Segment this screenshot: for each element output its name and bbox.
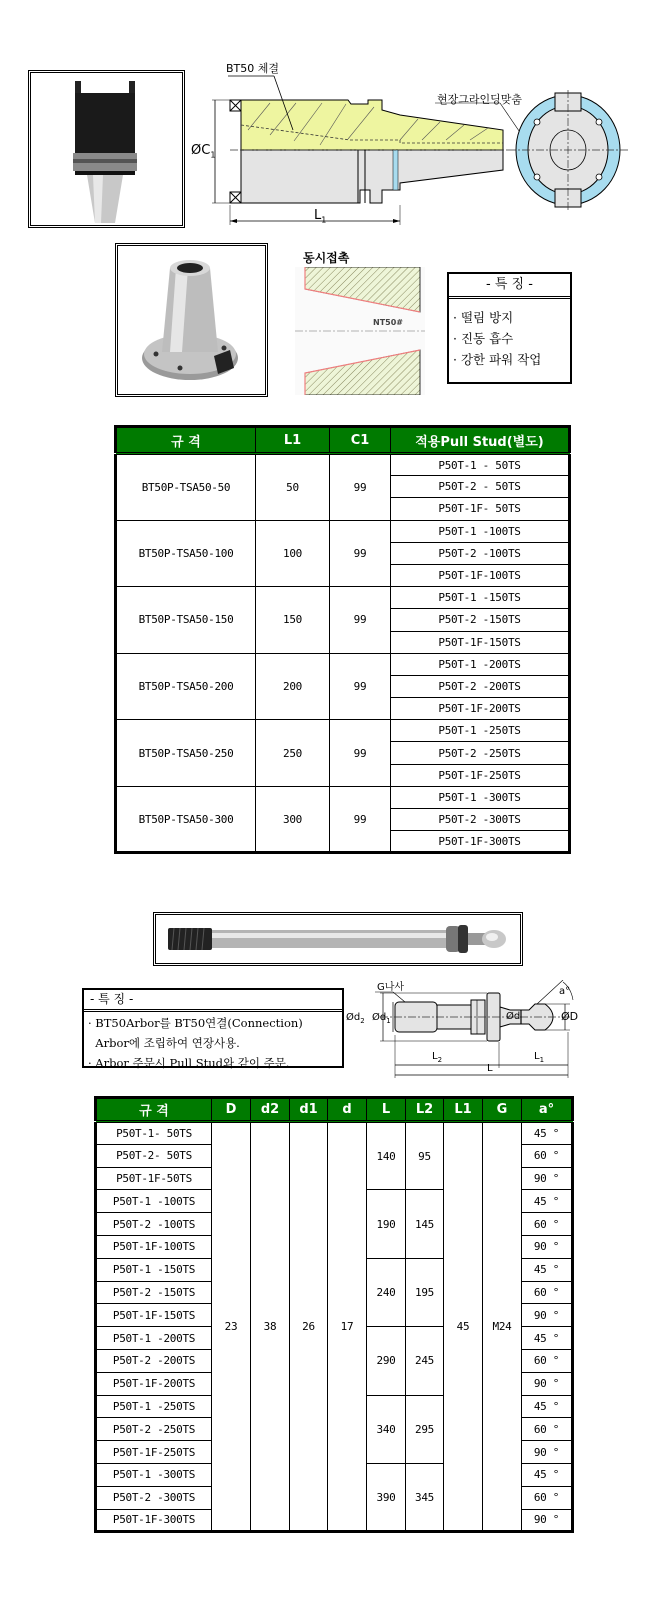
angle-cell: 90 ° [522, 1235, 573, 1258]
spec-cell: BT50P-TSA50-100 [116, 520, 256, 587]
col-header-spec: 규 격 [96, 1098, 212, 1122]
pull-stud-feature-item: Arbor에 조립하여 연장사용. [88, 1036, 240, 1050]
L-cell: 190 [367, 1190, 406, 1258]
angle-cell: 60 ° [522, 1486, 573, 1509]
spec-cell: P50T-2 -150TS [96, 1281, 212, 1304]
pull-stud-cell: P50T-1F- 50TS [391, 498, 570, 520]
angle-cell: 60 ° [522, 1418, 573, 1441]
d2-sub: 2 [360, 1017, 365, 1025]
feature-item: · 강한 파워 작업 [453, 352, 542, 367]
pull-stud-cell: P50T-1 -300TS [391, 786, 570, 808]
angle-cell: 45 ° [522, 1190, 573, 1213]
col-header-L2: L2 [406, 1098, 444, 1122]
pull-stud-cell: P50T-2 -300TS [391, 809, 570, 831]
spec-cell: P50T-2 -250TS [96, 1418, 212, 1441]
pull-stud-feature-item: · Arbor 주문시 Pull Stud와 같이 주문. [88, 1056, 290, 1070]
l1-cell: 100 [256, 520, 330, 587]
l1-sub: 1 [321, 215, 327, 225]
pull-stud-drawing [345, 980, 585, 1080]
pull-stud-cell: P50T-1 -150TS [391, 587, 570, 609]
L2-cell: 195 [406, 1258, 444, 1326]
table-row [116, 720, 570, 742]
angle-cell: 60 ° [522, 1144, 573, 1167]
table-row [116, 454, 570, 476]
features-title: - 특 징 - [449, 274, 570, 299]
table-header-row [96, 1098, 573, 1122]
pull-stud-spec-table [94, 1096, 574, 1533]
spec-cell: BT50P-TSA50-250 [116, 720, 256, 787]
angle-cell: 45 ° [522, 1395, 573, 1418]
c1-cell: 99 [330, 786, 391, 853]
table-row [116, 653, 570, 675]
col-header-d1: d1 [290, 1098, 328, 1122]
angle-cell: 45 ° [522, 1258, 573, 1281]
l-label: L [487, 1063, 493, 1074]
L-cell: 340 [367, 1395, 406, 1463]
c1-dimension-label [191, 143, 215, 160]
pull-stud-cell: P50T-1F-150TS [391, 631, 570, 653]
c1-text: ØC [191, 143, 211, 158]
spec-cell: P50T-1- 50TS [96, 1122, 212, 1145]
col-header-d: d [328, 1098, 367, 1122]
c1-cell: 99 [330, 454, 391, 521]
contact-drawing [295, 267, 425, 395]
angle-cell: 45 ° [522, 1122, 573, 1145]
spec-cell: P50T-1F-200TS [96, 1372, 212, 1395]
pull-stud-features-title: - 특 징 - [84, 990, 342, 1012]
pull-stud-cell: P50T-2 -200TS [391, 675, 570, 697]
l1-text2: L [534, 1051, 540, 1062]
spec-cell: BT50P-TSA50-200 [116, 653, 256, 720]
feature-item: · 진동 흡수 [453, 331, 514, 346]
nt50-label: NT50# [373, 318, 403, 327]
L-cell: 240 [367, 1258, 406, 1326]
col-header-c1: C1 [330, 427, 391, 454]
col-header-pull-stud: 적용Pull Stud(별도) [391, 427, 570, 454]
spec-cell: P50T-2 -100TS [96, 1213, 212, 1236]
angle-label: a° [559, 986, 571, 997]
spec-cell: P50T-1F-150TS [96, 1304, 212, 1327]
col-header-G: G [483, 1098, 522, 1122]
D-label: ØD [561, 1010, 579, 1023]
pull-stud-cell: P50T-2 -100TS [391, 542, 570, 564]
spec-cell: P50T-1 -250TS [96, 1395, 212, 1418]
spec-cell: P50T-1 -100TS [96, 1190, 212, 1213]
pull-stud-cell: P50T-1 -200TS [391, 653, 570, 675]
table-row [116, 786, 570, 808]
d-cell: 17 [328, 1122, 367, 1532]
L2-cell: 295 [406, 1395, 444, 1463]
pull-stud-cell: P50T-1 -100TS [391, 520, 570, 542]
c1-cell: 99 [330, 720, 391, 787]
spec-cell: BT50P-TSA50-150 [116, 587, 256, 654]
pull-stud-feature-item: · BT50Arbor를 BT50연결(Connection) [88, 1016, 303, 1030]
spec-cell: P50T-1 -300TS [96, 1463, 212, 1486]
angle-cell: 90 ° [522, 1304, 573, 1327]
spec-cell: P50T-1 -150TS [96, 1258, 212, 1281]
l2-text: L [432, 1051, 438, 1062]
c1-cell: 99 [330, 520, 391, 587]
col-header-spec: 규 격 [116, 427, 256, 454]
table-row [96, 1122, 573, 1145]
spec-cell: P50T-2- 50TS [96, 1144, 212, 1167]
spec-cell: P50T-1 -200TS [96, 1327, 212, 1350]
col-header-a: a° [522, 1098, 573, 1122]
d2-text: Ød [346, 1012, 361, 1023]
angle-cell: 45 ° [522, 1327, 573, 1350]
angle-cell: 45 ° [522, 1463, 573, 1486]
l1-label [534, 1051, 544, 1064]
l2-label [432, 1051, 442, 1064]
angle-cell: 90 ° [522, 1167, 573, 1190]
c1-cell: 99 [330, 587, 391, 654]
angle-cell: 60 ° [522, 1281, 573, 1304]
l1-cell: 200 [256, 653, 330, 720]
d2-cell: 38 [251, 1122, 290, 1532]
col-header-L: L [367, 1098, 406, 1122]
holder-spec-table [114, 425, 571, 854]
c1-cell: 99 [330, 653, 391, 720]
spec-cell: P50T-1F-250TS [96, 1441, 212, 1464]
col-header-d2: d2 [251, 1098, 290, 1122]
L2-cell: 345 [406, 1463, 444, 1531]
pull-stud-photo-frame [153, 912, 523, 966]
angle-cell: 90 ° [522, 1509, 573, 1532]
L-cell: 290 [367, 1327, 406, 1395]
grinding-label: 현장그라인딩맞춤 [437, 93, 523, 106]
bt50-label: BT50 체결 [226, 62, 280, 75]
spec-cell: P50T-1F-50TS [96, 1167, 212, 1190]
d-label: Ød [506, 1011, 521, 1022]
pull-stud-cell: P50T-2 -250TS [391, 742, 570, 764]
col-header-D: D [212, 1098, 251, 1122]
holder-photo [31, 73, 182, 225]
pull-stud-cell: P50T-2 -150TS [391, 609, 570, 631]
arbor-photo-frame [115, 243, 268, 397]
table-row [116, 587, 570, 609]
pull-stud-cell: P50T-1 -250TS [391, 720, 570, 742]
angle-cell: 90 ° [522, 1372, 573, 1395]
angle-cell: 90 ° [522, 1441, 573, 1464]
l1-cell: 250 [256, 720, 330, 787]
l1-dimension-label [314, 208, 326, 225]
pull-stud-photo [156, 915, 520, 963]
feature-item: · 떨림 방지 [453, 310, 514, 325]
d1-text: Ød [372, 1012, 387, 1023]
pull-stud-cell: P50T-1F-250TS [391, 764, 570, 786]
spec-cell: BT50P-TSA50-300 [116, 786, 256, 853]
spec-cell: P50T-1F-300TS [96, 1509, 212, 1532]
L2-cell: 145 [406, 1190, 444, 1258]
l2-sub: 2 [437, 1056, 443, 1064]
table-row [116, 520, 570, 542]
D-cell: 23 [212, 1122, 251, 1532]
arbor-photo [118, 246, 265, 394]
L-cell: 390 [367, 1463, 406, 1531]
pull-stud-cell: P50T-1F-300TS [391, 831, 570, 853]
angle-cell: 60 ° [522, 1213, 573, 1236]
spec-cell: P50T-2 -300TS [96, 1486, 212, 1509]
L2-cell: 95 [406, 1122, 444, 1190]
L2-cell: 245 [406, 1327, 444, 1395]
l1-cell: 50 [256, 454, 330, 521]
pull-stud-features-box [82, 988, 344, 1068]
spec-cell: BT50P-TSA50-50 [116, 454, 256, 521]
pull-stud-cell: P50T-1 - 50TS [391, 454, 570, 476]
features-box [447, 272, 572, 384]
c1-sub: 1 [210, 150, 216, 160]
pull-stud-cell: P50T-1F-100TS [391, 564, 570, 586]
l1-cell: 300 [256, 786, 330, 853]
L1-cell: 45 [444, 1122, 483, 1532]
holder-photo-frame [28, 70, 185, 228]
col-header-L1: L1 [444, 1098, 483, 1122]
d1-sub: 1 [386, 1017, 391, 1025]
pull-stud-cell: P50T-2 - 50TS [391, 476, 570, 498]
d1-cell: 26 [290, 1122, 328, 1532]
L-cell: 140 [367, 1122, 406, 1190]
G-cell: M24 [483, 1122, 522, 1532]
spec-cell: P50T-2 -200TS [96, 1349, 212, 1372]
holder-drawing [190, 55, 630, 235]
l1-sub2: 1 [539, 1056, 545, 1064]
d1-label [372, 1012, 391, 1025]
contact-title: 동시접촉 [303, 251, 350, 265]
table-header-row [116, 427, 570, 454]
l1-cell: 150 [256, 587, 330, 654]
g-thread-label: G나사 [377, 982, 405, 993]
pull-stud-cell: P50T-1F-200TS [391, 698, 570, 720]
angle-cell: 60 ° [522, 1349, 573, 1372]
d2-label [346, 1012, 365, 1025]
spec-cell: P50T-1F-100TS [96, 1235, 212, 1258]
col-header-l1: L1 [256, 427, 330, 454]
l1-text: L [314, 208, 322, 223]
